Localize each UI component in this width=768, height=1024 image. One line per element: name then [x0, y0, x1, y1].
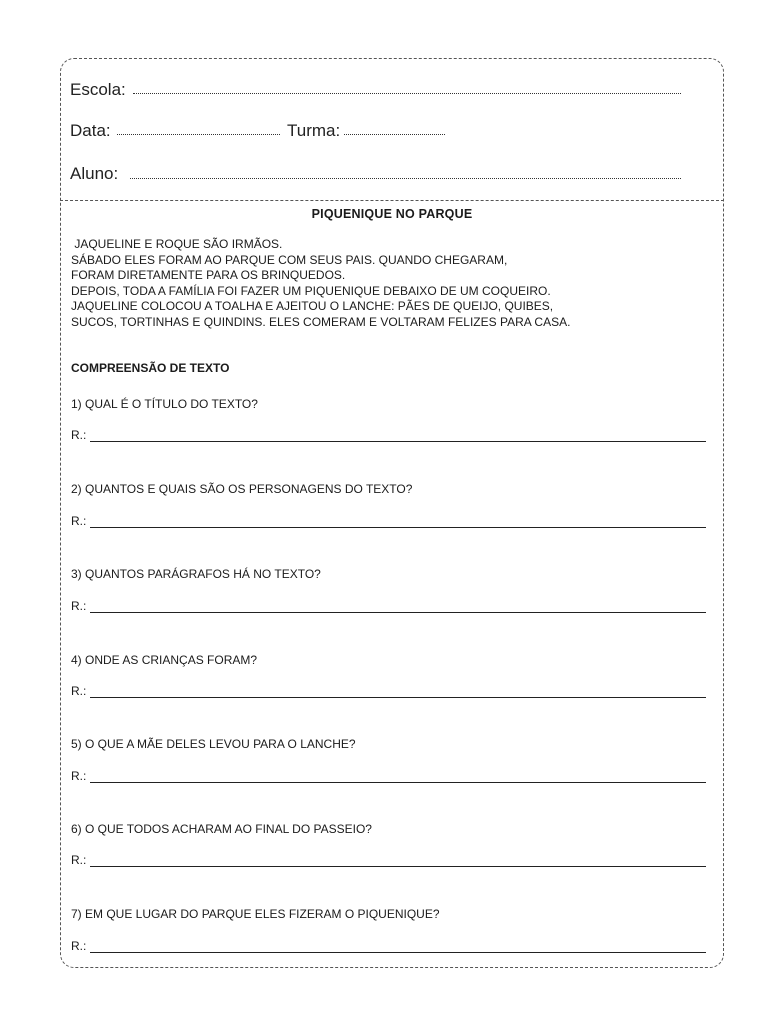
date-label: Data:	[70, 121, 111, 140]
student-label: Aluno:	[70, 164, 119, 183]
answer-prefix: R.:	[71, 684, 87, 698]
section-title: COMPREENSÃO DE TEXTO	[71, 361, 230, 375]
question-1: 1) QUAL É O TÍTULO DO TEXTO?	[71, 397, 258, 411]
school-label: Escola:	[70, 80, 126, 99]
answer-prefix: R.:	[71, 769, 87, 783]
question-3: 3) QUANTOS PARÁGRAFOS HÁ NO TEXTO?	[71, 567, 321, 581]
story-line: SUCOS, TORTINHAS E QUINDINS. ELES COMERAM E VOLTARAM FELIZES PARA CASA.	[71, 314, 571, 329]
answer-line-2[interactable]	[90, 527, 706, 528]
story-line: SÁBADO ELES FORAM AO PARQUE COM SEUS PAIS. QUANDO CHEGARAM,	[71, 252, 508, 267]
student-field[interactable]	[130, 178, 681, 179]
answer-prefix: R.:	[71, 853, 87, 867]
answer-line-1[interactable]	[90, 441, 706, 442]
answer-prefix: R.:	[71, 514, 87, 528]
answer-prefix: R.:	[71, 939, 87, 953]
answer-prefix: R.:	[71, 428, 87, 442]
story-line: JAQUELINE E ROQUE SÃO IRMÃOS.	[71, 237, 283, 251]
header-divider	[60, 200, 724, 201]
answer-line-3[interactable]	[90, 612, 706, 613]
answer-line-6[interactable]	[90, 866, 706, 867]
answer-prefix: R.:	[71, 599, 87, 613]
question-4: 4) ONDE AS CRIANÇAS FORAM?	[71, 653, 258, 667]
class-label: Turma:	[287, 121, 341, 140]
school-field[interactable]	[133, 93, 681, 94]
story-title: PIQUENIQUE NO PARQUE	[311, 207, 473, 221]
question-5: 5) O QUE A MÃE DELES LEVOU PARA O LANCHE?	[71, 737, 356, 751]
answer-line-4[interactable]	[90, 697, 706, 698]
question-7: 7) EM QUE LUGAR DO PARQUE ELES FIZERAM O PIQUENIQUE?	[71, 907, 440, 921]
story-text	[71, 237, 711, 330]
question-6: 6) O QUE TODOS ACHARAM AO FINAL DO PASSEIO?	[71, 822, 372, 836]
answer-line-7[interactable]	[90, 952, 706, 953]
story-line: JAQUELINE COLOCOU A TOALHA E AJEITOU O LANCHE: PÃES DE QUEIJO, QUIBES,	[71, 299, 554, 313]
class-field[interactable]	[344, 134, 445, 135]
story-line: FORAM DIRETAMENTE PARA OS BRINQUEDOS.	[71, 268, 346, 282]
answer-line-5[interactable]	[90, 782, 706, 783]
question-2: 2) QUANTOS E QUAIS SÃO OS PERSONAGENS DO TEXTO?	[71, 482, 413, 496]
story-line: DEPOIS, TODA A FAMÍLIA FOI FAZER UM PIQUENIQUE DEBAIXO DE UM COQUEIRO.	[71, 283, 551, 298]
date-field[interactable]	[117, 134, 280, 135]
